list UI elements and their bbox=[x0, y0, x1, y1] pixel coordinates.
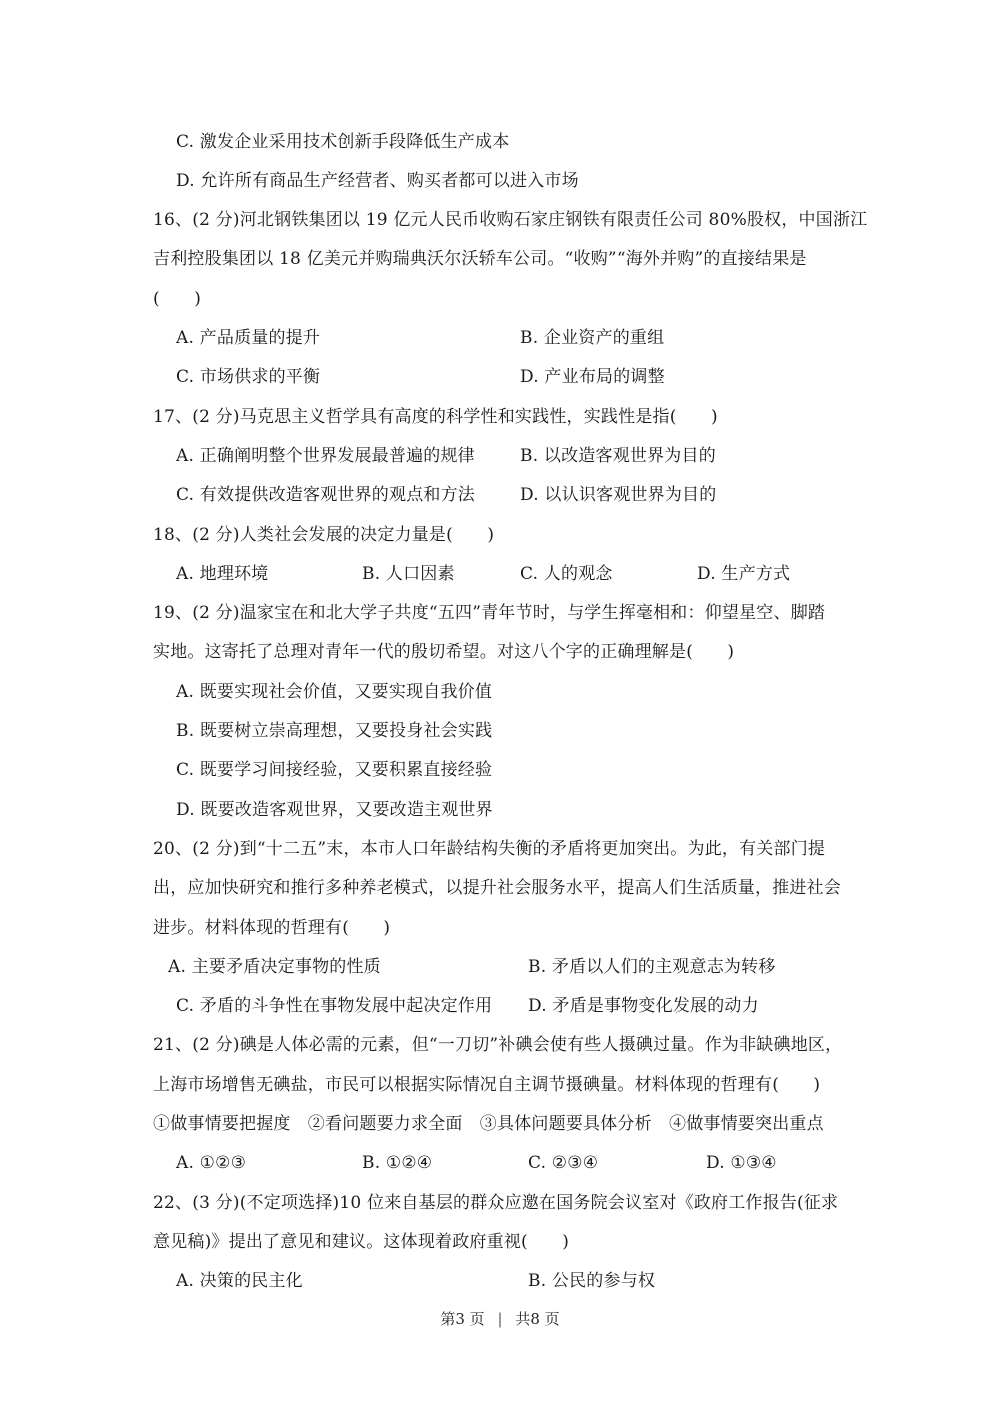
q22-stem-line2: 意见稿)》提出了意见和建议。这体现着政府重视( ) bbox=[153, 1232, 570, 1252]
q19-stem-line2: 实地。这寄托了总理对青年一代的殷切希望。对这八个字的正确理解是( ) bbox=[153, 642, 735, 662]
q20-stem-line3: 进步。材料体现的哲理有( ) bbox=[153, 918, 391, 938]
q16-option-a: A. 产品质量的提升 bbox=[176, 328, 321, 348]
q15-option-c: C. 激发企业采用技术创新手段降低生产成本 bbox=[176, 132, 510, 152]
page-number: 第3 页 bbox=[440, 1310, 485, 1328]
total-pages: 共8 页 bbox=[515, 1310, 560, 1328]
footer-separator: | bbox=[497, 1310, 503, 1328]
q21-stem-line1: 21、(2 分)碘是人体必需的元素，但“一刀切”补碘会使有些人摄碘过量。作为非缺碘地区， bbox=[153, 1035, 843, 1055]
q21-option-b: B. ①②④ bbox=[362, 1153, 433, 1173]
q21-option-a: A. ①②③ bbox=[176, 1153, 247, 1173]
q18-option-c: C. 人的观念 bbox=[520, 564, 613, 584]
q16-stem-line2: 吉利控股集团以 18 亿美元并购瑞典沃尔沃轿车公司。“收购”“海外并购”的直接结果是 bbox=[153, 249, 807, 269]
q16-stem-line1: 16、(2 分)河北钢铁集团以 19 亿元人民币收购石家庄钢铁有限责任公司 80%股权，中国浙江 bbox=[153, 210, 868, 230]
q15-option-d: D. 允许所有商品生产经营者、购买者都可以进入市场 bbox=[176, 171, 579, 191]
q18-stem: 18、(2 分)人类社会发展的决定力量是( ) bbox=[153, 525, 495, 545]
q21-statements: ①做事情要把握度 ②看问题要力求全面 ③具体问题要具体分析 ④做事情要突出重点 bbox=[153, 1114, 824, 1134]
q16-option-c: C. 市场供求的平衡 bbox=[176, 367, 321, 387]
q17-option-d: D. 以认识客观世界为目的 bbox=[520, 485, 717, 505]
q18-option-b: B. 人口因素 bbox=[362, 564, 455, 584]
q19-stem-line1: 19、(2 分)温家宝在和北大学子共度“五四”青年节时，与学生挥毫相和：仰望星空、脚踏 bbox=[153, 603, 826, 623]
q16-option-b: B. 企业资产的重组 bbox=[520, 328, 665, 348]
q18-option-d: D. 生产方式 bbox=[697, 564, 791, 584]
page-footer bbox=[0, 1307, 1000, 1331]
q21-option-d: D. ①③④ bbox=[706, 1153, 777, 1173]
q17-option-c: C. 有效提供改造客观世界的观点和方法 bbox=[176, 485, 476, 505]
q19-option-a: A. 既要实现社会价值，又要实现自我价值 bbox=[176, 682, 493, 702]
q16-stem-line3: ( ) bbox=[153, 289, 202, 309]
q19-option-c: C. 既要学习间接经验，又要积累直接经验 bbox=[176, 760, 493, 780]
q22-option-a: A. 决策的民主化 bbox=[176, 1271, 303, 1291]
q21-stem-line2: 上海市场增售无碘盐，市民可以根据实际情况自主调节摄碘量。材料体现的哲理有( ) bbox=[153, 1075, 821, 1095]
q20-option-b: B. 矛盾以人们的主观意志为转移 bbox=[528, 957, 776, 977]
q17-option-b: B. 以改造客观世界为目的 bbox=[520, 446, 716, 466]
q16-option-d: D. 产业布局的调整 bbox=[520, 367, 665, 387]
q20-option-a: A. 主要矛盾决定事物的性质 bbox=[168, 957, 381, 977]
q17-option-a: A. 正确阐明整个世界发展最普遍的规律 bbox=[176, 446, 475, 466]
q21-option-c: C. ②③④ bbox=[528, 1153, 599, 1173]
q20-stem-line2: 出，应加快研究和推行多种养老模式，以提升社会服务水平，提高人们生活质量，推进社会 bbox=[153, 878, 841, 898]
q18-option-a: A. 地理环境 bbox=[176, 564, 269, 584]
q20-option-c: C. 矛盾的斗争性在事物发展中起决定作用 bbox=[176, 996, 493, 1016]
q22-option-b: B. 公民的参与权 bbox=[528, 1271, 656, 1291]
q20-option-d: D. 矛盾是事物变化发展的动力 bbox=[528, 996, 759, 1016]
q17-stem: 17、(2 分)马克思主义哲学具有高度的科学性和实践性，实践性是指( ) bbox=[153, 407, 718, 427]
q20-stem-line1: 20、(2 分)到“十二五”末，本市人口年龄结构失衡的矛盾将更加突出。为此，有关部门提 bbox=[153, 839, 826, 859]
q19-option-d: D. 既要改造客观世界，又要改造主观世界 bbox=[176, 800, 493, 820]
q22-stem-line1: 22、(3 分)(不定项选择)10 位来自基层的群众应邀在国务院会议室对《政府工作报告(征求 bbox=[153, 1193, 839, 1213]
q19-option-b: B. 既要树立崇高理想，又要投身社会实践 bbox=[176, 721, 493, 741]
